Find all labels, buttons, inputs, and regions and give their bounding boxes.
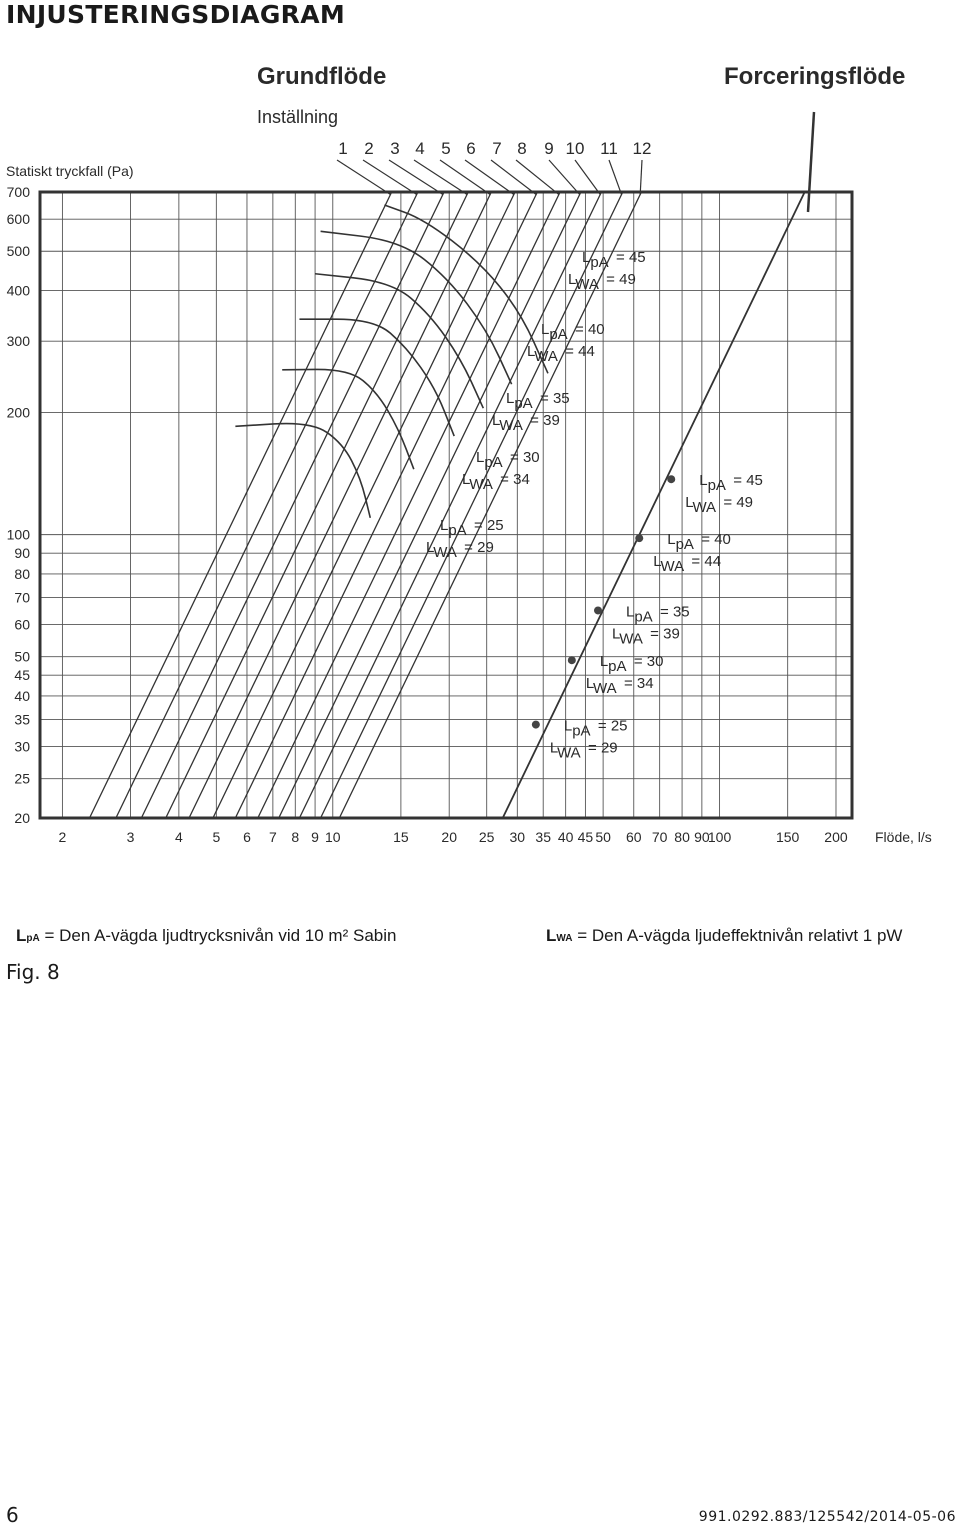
y-tick-label: 300 [6, 333, 30, 350]
setting-line-10 [299, 192, 601, 818]
boost-lwa-label-4: LWA = 49 [685, 494, 754, 517]
x-tick-label: 45 [577, 829, 594, 845]
legend-lwa-symbol: L [546, 926, 557, 945]
boost-point-4 [667, 475, 675, 483]
x-tick-label: 90 [694, 829, 710, 845]
x-tick-label: 10 [324, 829, 341, 845]
x-tick-label: 80 [674, 829, 690, 845]
y-tick-label: 45 [14, 667, 30, 684]
y-tick-label: 500 [6, 243, 30, 260]
x-tick-label: 6 [243, 829, 251, 845]
setting-line-5 [189, 192, 491, 818]
legend-lpa-text: = Den A-vägda ljudtrycksnivån vid 10 m² Sabin [44, 926, 397, 945]
boost-point-2 [594, 606, 602, 614]
setting-number-4: 4 [415, 139, 425, 158]
setting-number-3: 3 [390, 139, 400, 158]
basic-lpa-label-0: LpA = 25 [440, 517, 504, 539]
basic-lpa-label-4: LpA = 45 [582, 249, 646, 271]
sound-curve-35 [299, 319, 454, 436]
setting-line-8 [258, 192, 560, 818]
basic-lpa-label-2: LpA = 35 [506, 390, 570, 412]
y-axis-label: Statiskt tryckfall (Pa) [6, 163, 134, 179]
basic-lwa-label-0: LWA = 29 [426, 539, 494, 561]
x-tick-label: 20 [441, 829, 457, 845]
setting-line-7 [235, 192, 537, 818]
y-tick-label: 400 [6, 282, 30, 299]
boost-lpa-label-2: LpA = 35 [626, 603, 690, 626]
setting-number-8: 8 [517, 139, 527, 158]
x-tick-label: 4 [174, 829, 183, 845]
setting-number-9: 9 [544, 139, 554, 158]
boost-lpa-label-0: LpA = 25 [563, 717, 628, 740]
y-tick-label: 90 [14, 545, 30, 562]
setting-line-6 [213, 192, 515, 818]
boost-lpa-label-4: LpA = 45 [699, 472, 763, 495]
setting-number-2: 2 [364, 139, 374, 158]
page-title: INJUSTERINGSDIAGRAM [6, 0, 346, 29]
boost-point-0 [532, 721, 540, 729]
basic-lpa-label-1: LpA = 30 [476, 449, 540, 471]
setting-line-3 [141, 192, 444, 818]
header-setting: Inställning [257, 107, 339, 127]
x-tick-label: 7 [268, 829, 277, 845]
x-tick-label: 25 [478, 829, 495, 845]
setting-leader-11 [609, 160, 622, 195]
x-tick-label: 35 [535, 829, 552, 845]
legend-lpa [16, 926, 396, 946]
x-tick-label: 150 [775, 829, 800, 845]
document-reference: 991.0292.883/125542/2014-05-06 [698, 1509, 956, 1525]
y-tick-label: 60 [14, 616, 30, 633]
y-tick-label: 70 [14, 589, 30, 606]
y-tick-label: 200 [6, 404, 30, 421]
setting-leader-4 [414, 160, 467, 195]
x-tick-label: 40 [557, 829, 574, 845]
setting-number-10: 10 [565, 139, 585, 158]
setting-leader-12 [640, 160, 642, 195]
setting-number-6: 6 [466, 139, 476, 158]
setting-leader-7 [491, 160, 536, 195]
basic-lwa-label-3: LWA = 44 [527, 343, 595, 365]
boost-lwa-label-0: LWA = 29 [549, 739, 618, 762]
y-tick-label: 30 [14, 738, 30, 755]
basic-lpa-label-3: LpA = 40 [541, 321, 605, 343]
page-number: 6 [6, 1503, 19, 1527]
setting-number-1: 1 [338, 139, 348, 158]
x-tick-label: 30 [509, 829, 526, 845]
legend-lpa-subscript: pA [26, 933, 40, 944]
boost-leader [808, 112, 814, 212]
x-tick-label: 3 [126, 829, 135, 845]
sound-curve-49 [384, 205, 548, 373]
x-tick-label: 5 [212, 829, 221, 845]
x-tick-label: 2 [58, 829, 67, 845]
setting-leader-1 [337, 160, 390, 195]
setting-leader-8 [516, 160, 559, 195]
basic-lwa-label-4: LWA = 49 [568, 271, 636, 293]
setting-leader-9 [549, 160, 580, 195]
legend-lpa-symbol: L [16, 926, 27, 945]
x-tick-label: 200 [824, 829, 848, 845]
x-tick-label: 15 [393, 829, 409, 845]
boost-lwa-label-2: LWA = 39 [612, 625, 680, 648]
boost-lpa-label-1: LpA = 30 [599, 653, 664, 676]
header-basic-flow: Grundflöde [257, 63, 387, 90]
legend-lwa-text: = Den A-vägda ljudeffektnivån relativt 1 pW [577, 926, 903, 945]
setting-line-4 [166, 192, 468, 818]
y-tick-label: 20 [14, 810, 30, 826]
setting-leader-10 [575, 160, 600, 195]
y-tick-label: 100 [6, 526, 30, 543]
basic-lwa-label-1: LWA = 34 [462, 471, 530, 493]
header-boost-flow: Forceringsflöde [724, 63, 906, 90]
setting-leader-2 [363, 160, 417, 195]
setting-number-12: 12 [632, 139, 652, 158]
y-tick-label: 40 [14, 687, 30, 704]
setting-leader-5 [440, 160, 490, 195]
boost-point-3 [635, 534, 643, 542]
basic-lwa-label-2: LWA = 39 [492, 412, 560, 434]
boost-lwa-label-1: LWA = 34 [585, 675, 654, 698]
boost-lpa-label-3: LpA = 40 [667, 531, 731, 554]
figure-label: Fig. 8 [6, 960, 60, 984]
setting-line-2 [116, 192, 418, 818]
legend-lwa-subscript: WA [556, 933, 573, 944]
y-tick-label: 25 [14, 770, 30, 787]
y-tick-label: 80 [14, 565, 30, 582]
x-tick-label: 60 [625, 829, 642, 845]
setting-line-1 [90, 192, 392, 818]
x-tick-label: 8 [291, 829, 300, 845]
y-tick-label: 35 [14, 711, 30, 728]
x-tick-label: 70 [651, 829, 668, 845]
x-tick-label: 9 [311, 829, 319, 845]
y-tick-label: 600 [6, 211, 30, 228]
x-tick-label: 100 [707, 829, 732, 845]
y-tick-label: 700 [6, 184, 30, 200]
setting-leader-6 [465, 160, 514, 195]
setting-leader-3 [389, 160, 443, 195]
x-axis-label: Flöde, l/s [875, 829, 932, 845]
y-tick-label: 50 [14, 648, 30, 665]
legend-lwa [546, 926, 902, 946]
setting-number-5: 5 [441, 139, 451, 158]
setting-number-7: 7 [492, 139, 502, 158]
setting-line-boost [503, 192, 805, 818]
boost-lwa-label-3: LWA = 44 [653, 553, 722, 576]
x-tick-label: 50 [595, 829, 611, 845]
setting-number-11: 11 [600, 139, 618, 158]
boost-point-1 [568, 656, 576, 664]
